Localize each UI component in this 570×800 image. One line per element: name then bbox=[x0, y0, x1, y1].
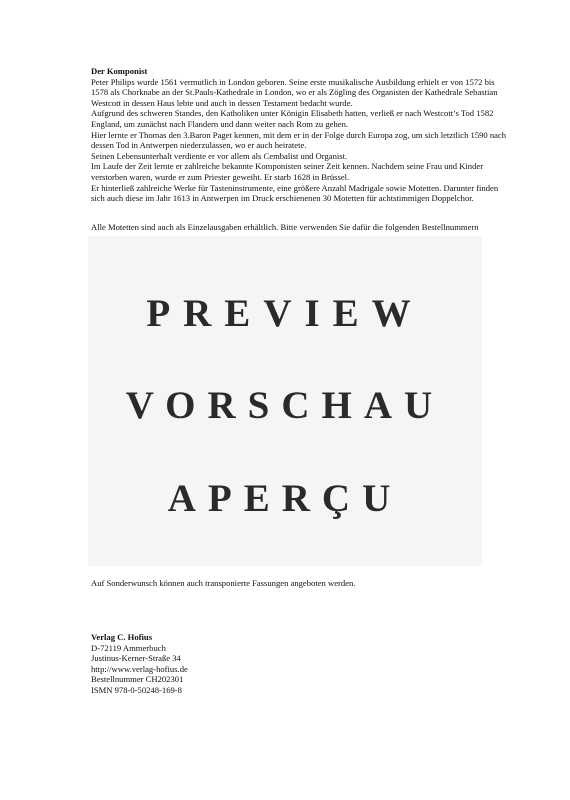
biography-paragraph: Peter Philips wurde 1561 vermutlich in London geboren. Seine erste musikalische Ausbildung erhielt er von 1572 bis 1578 als Chorknabe an der St.Pauls-Kathedrale in London, wo er als Zögling des Organisten der Kathedrale Sebastian Westcott in dessen Haus lebte und auch in dessen Testament bedacht wurde. bbox=[91, 76, 498, 108]
publisher-street: Justinus-Kerner-Straße 34 bbox=[91, 653, 181, 664]
watermark-vorschau-text: VORSCHAU bbox=[125, 384, 445, 427]
biography-paragraph: Im Laufe der Zeit lernte er zahlreiche bekannte Komponisten seiner Zeit kennen. Nachdem seine Frau und Kinder verstorben waren, wurde er zum Priester geweiht. Er starb 1628 in Brüssel. bbox=[91, 161, 484, 182]
preview-watermark bbox=[88, 236, 482, 566]
order-number: Bestellnummer CH202301 bbox=[91, 674, 184, 685]
biography-paragraph: Er hinterließ zahlreiche Werke für Tasteninstrumente, eine größere Anzahl Madrigale sowie Motetten. Darunter finden sich auch diese im Jahr 1613 in Antwerpen im Druck erschienenen 30 Motetten für achtstimmigen Doppelchor. bbox=[91, 182, 499, 204]
watermark-preview-text: PREVIEW bbox=[146, 292, 424, 335]
biography-paragraph: Hier lernte er Thomas den 3.Baron Paget kennen, mit dem er in der Folge durch Europa zog, um sich letztlich 1590 nach dessen Tod in Antwerpen niederzulassen, wo er auch heiratete. bbox=[91, 129, 507, 151]
publisher-name: Verlag C. Hofius bbox=[91, 632, 153, 642]
motets-availability-note: Alle Motetten sind auch als Einzelausgaben erhältlich. Bitte verwenden Sie dafür die folgenden Bestellnummern bbox=[91, 222, 479, 232]
publisher-website: http://www.verlag-hofius.de bbox=[91, 663, 188, 674]
watermark-apercu-text: APERÇU bbox=[167, 477, 403, 520]
biography-paragraph: Seinen Lebensunterhalt verdiente er vor allem als Cembalist und Organist. bbox=[91, 150, 348, 161]
publisher-postal-code: D-72119 Ammerbuch bbox=[91, 642, 166, 653]
composer-biography bbox=[91, 66, 511, 204]
ismn-number: ISMN 978-0-50248-169-8 bbox=[91, 684, 182, 695]
biography-heading: Der Komponist bbox=[91, 66, 148, 76]
publisher-info bbox=[91, 632, 391, 696]
transposition-note: Auf Sonderwunsch können auch transponierte Fassungen angeboten werden. bbox=[91, 578, 356, 588]
biography-paragraph: Aufgrund des schweren Standes, den Katholiken unter Königin Elisabeth hatten, verließ er nach Westcott’s Tod 1582 England, um zunächst nach Flandern und dann weiter nach Rom zu gehen. bbox=[91, 108, 494, 129]
